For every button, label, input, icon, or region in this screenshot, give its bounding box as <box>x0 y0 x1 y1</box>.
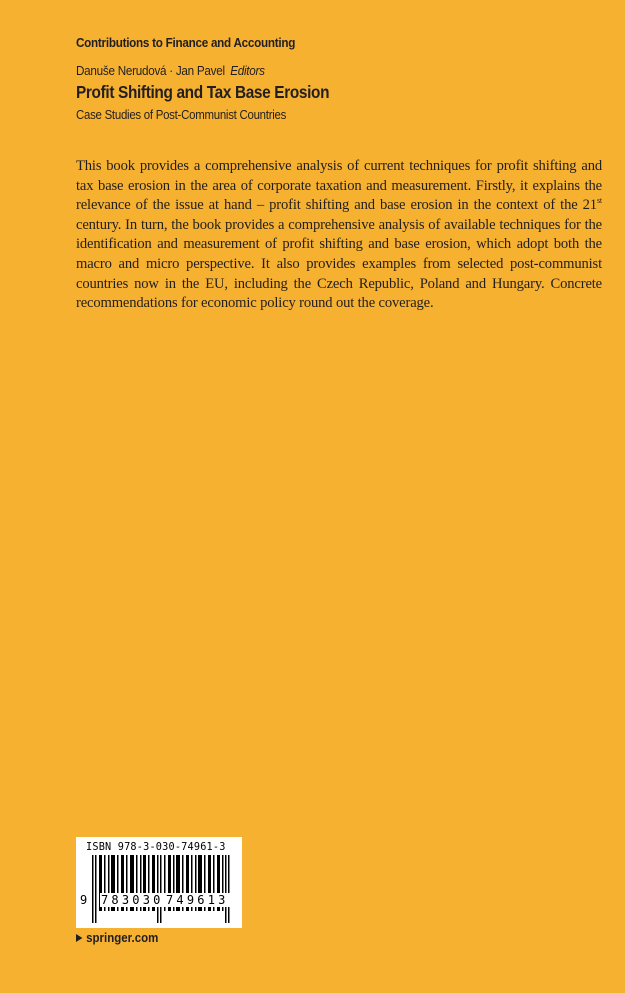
editors-role: Editors <box>230 63 265 78</box>
book-subtitle: Case Studies of Post-Communist Countries <box>76 107 287 122</box>
springer-link[interactable] <box>76 931 158 945</box>
isbn-barcode <box>76 837 242 928</box>
barcode-digits <box>76 893 242 909</box>
editor-names: Danuše Nerudová · Jan Pavel <box>76 63 225 78</box>
springer-link-text[interactable]: springer.com <box>86 931 159 945</box>
blurb-text-2: century. In turn, the book provides a comprehensive analysis of available techniques for the identification and measurement of profit shifting and base erosion, which adopt both the macro and micro perspective. It also provides examples from selected post-communist countries now in the EU, including the Czech Republic, Poland and Hungary. Concrete recommendations for economic policy round out the coverage. <box>76 216 602 312</box>
superscript-st: st <box>596 196 602 206</box>
barcode-digits-left: 783030 <box>101 893 164 907</box>
blurb <box>76 157 602 314</box>
series-title: Contributions to Finance and Accounting <box>76 35 296 50</box>
barcode-digits-right: 749613 <box>166 893 229 907</box>
editors-line <box>76 63 265 78</box>
barcode-digit-first: 9 <box>80 893 88 907</box>
blurb-text-1: This book provides a comprehensive analysis of current techniques for profit shifting and tax base erosion in the area of corporate taxation and measurement. Firstly, it explains the relevance of the issue at hand – profit shifting and base erosion in the context of the 21 <box>76 158 602 214</box>
triangle-right-icon <box>76 934 82 942</box>
barcode-bars-icon <box>82 855 238 925</box>
isbn-label: ISBN 978-3-030-74961-3 <box>86 840 226 853</box>
book-title: Profit Shifting and Tax Base Erosion <box>76 82 330 102</box>
blurb-paragraph <box>76 157 602 314</box>
